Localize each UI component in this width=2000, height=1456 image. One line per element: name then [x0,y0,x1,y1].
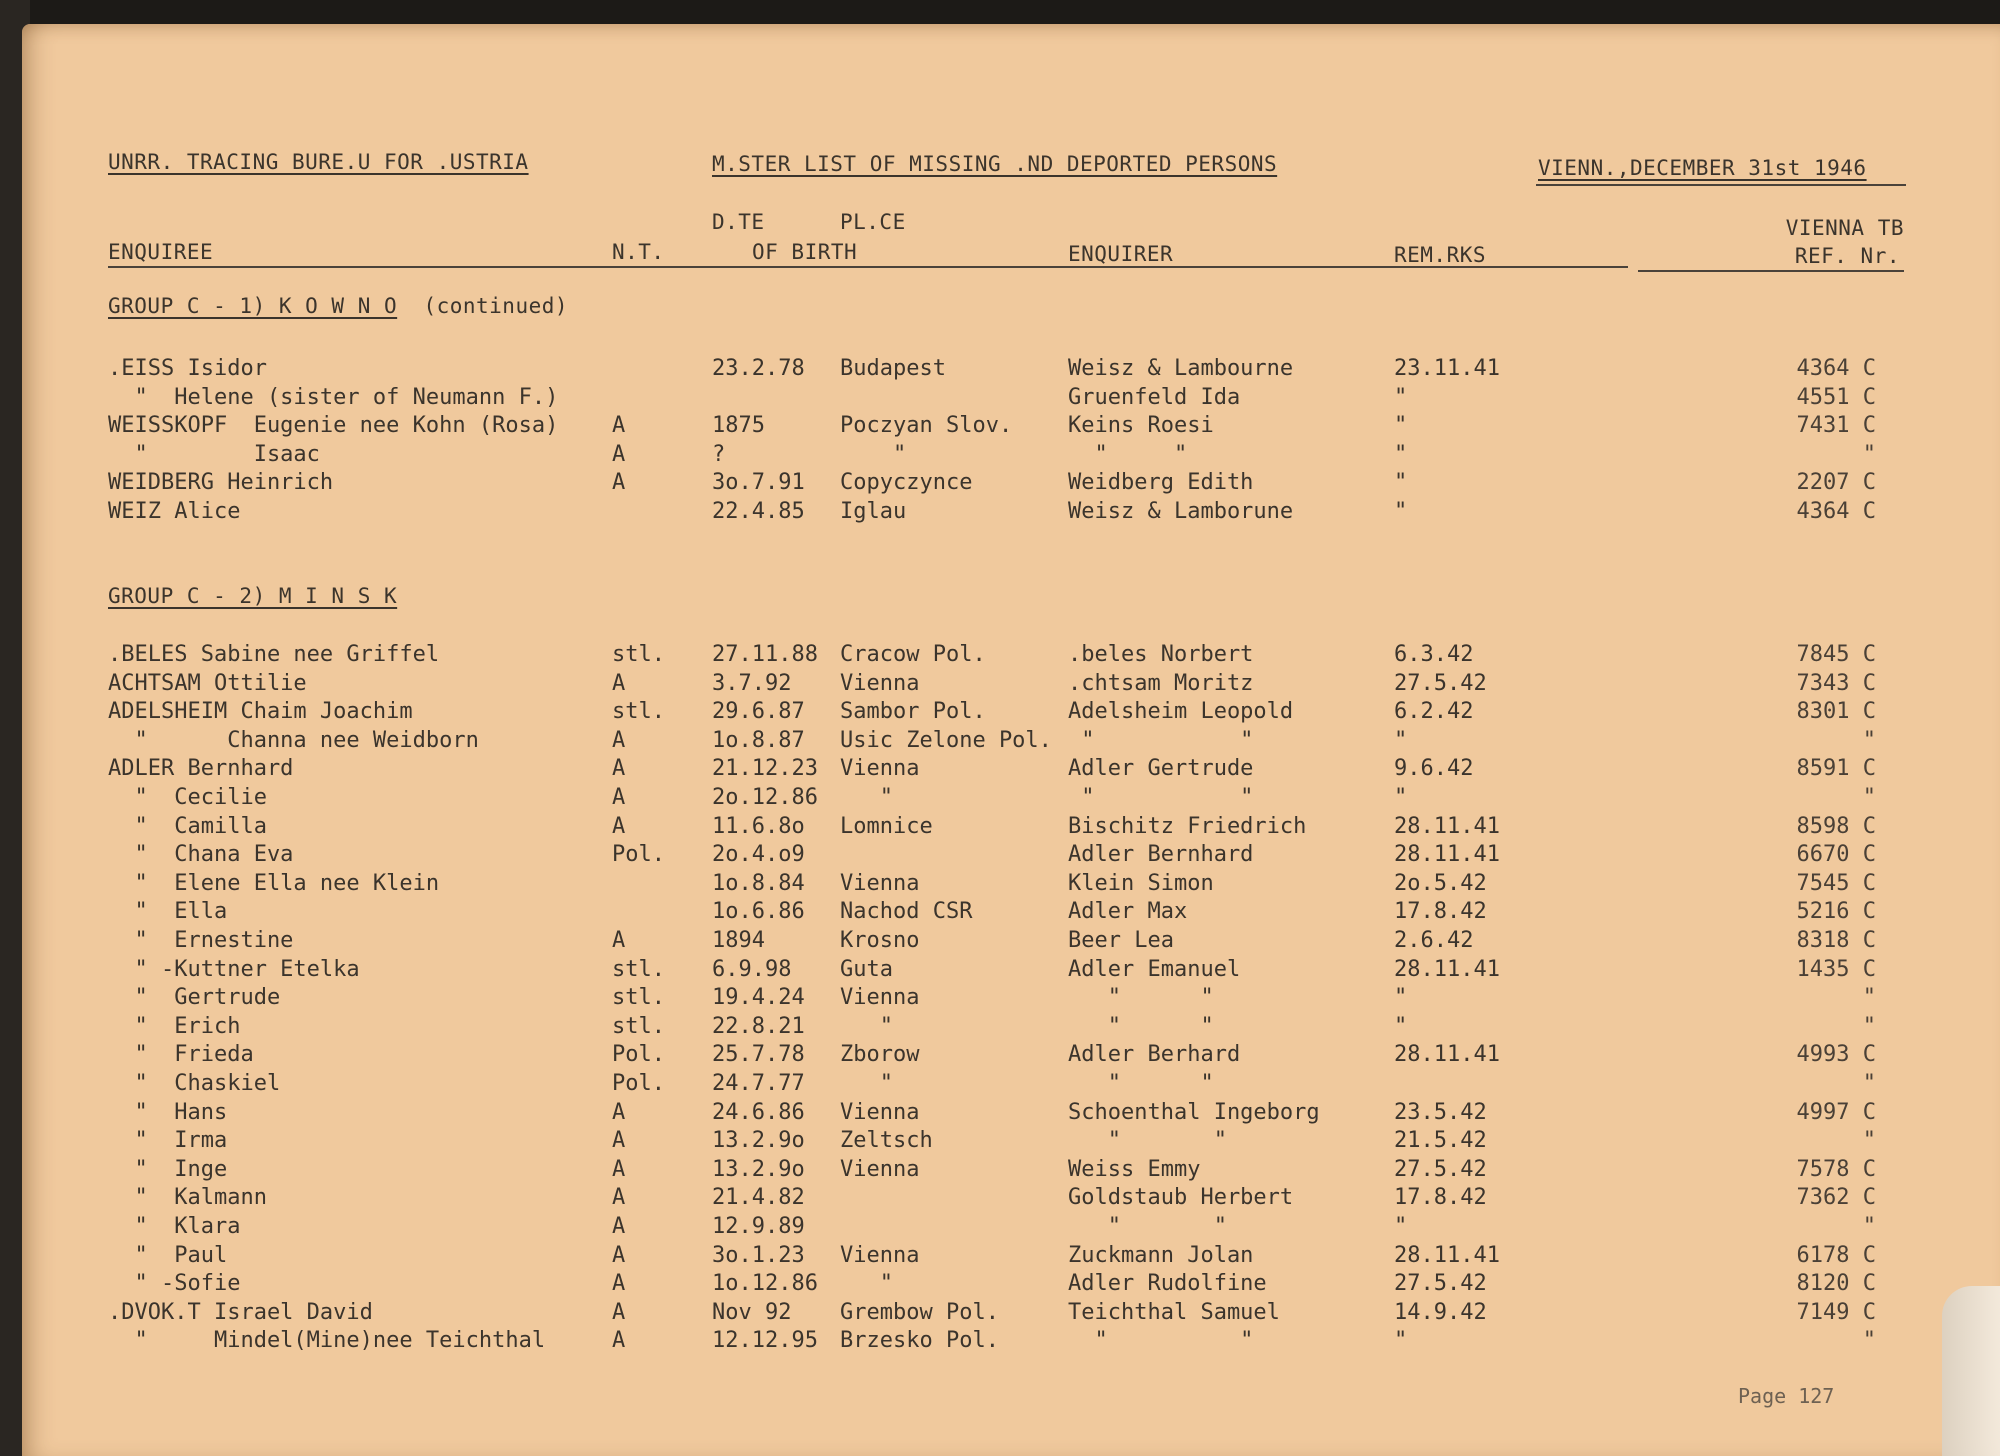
cell-nat: A [612,441,626,467]
cell-enquirer: Adler Berhard [1068,1042,1241,1068]
cell-name: WEIDBERG Heinrich [108,470,334,496]
cell-ref: 4997 C [1796,1099,1876,1125]
cell-name: " Inge [108,1156,228,1182]
cell-name: ACHTSAM Ottilie [108,670,307,696]
col-enquirer: ENQUIRER [1068,242,1174,266]
cell-ref: " [1862,441,1876,467]
cell-remarks: " [1394,384,1408,410]
cell-remarks: 28.11.41 [1394,842,1500,868]
cell-remarks: 23.11.41 [1394,356,1500,381]
cell-place: Grembow Pol. [840,1299,999,1325]
cell-place: Copyczynce [840,470,973,496]
cell-name: " Chaskiel [108,1071,281,1096]
cell-date: 1875 [712,413,765,439]
cell-nat: A [612,1099,626,1125]
cell-date: 25.7.78 [712,1042,805,1068]
cell-nat: A [612,785,626,810]
cell-enquirer: Adler Gertrude [1068,756,1254,782]
cell-ref: " [1862,1328,1876,1354]
cell-name: " -Kuttner Etelka [108,956,360,982]
cell-name: WEISSKOPF Eugenie nee Kohn (Rosa) [108,413,559,439]
cell-date: 22.8.21 [712,1013,805,1039]
cell-date: 1o.8.84 [712,870,805,896]
cell-ref: 7362 C [1796,1185,1876,1211]
cell-place: Vienna [840,1099,920,1125]
cell-ref: 4993 C [1796,1042,1876,1068]
list-title: M.STER LIST OF MISSING .ND DEPORTED PERSONS [712,152,1278,176]
cell-date: 1o.12.86 [712,1271,818,1297]
cell-nat: A [612,1128,626,1154]
cell-place: Vienna [840,1242,920,1268]
cell-name: " Hans [108,1099,228,1125]
cell-remarks: " [1394,727,1408,753]
cell-enquirer: Weisz & Lamborune [1068,499,1294,524]
cell-date: 21.12.23 [712,756,818,782]
cell-date: 29.6.87 [712,699,805,725]
cell-ref: " [1862,1214,1876,1239]
cell-enquirer: Teichthal Samuel [1068,1299,1280,1325]
cell-remarks: 28.11.41 [1394,813,1500,839]
cell-name: " Chana Eva [108,842,294,868]
cell-nat: Pol. [612,842,665,868]
cell-date: ? [712,441,726,467]
cell-enquirer: " " [1068,785,1254,810]
cell-name: " Irma [108,1128,228,1154]
cell-date: Nov 92 [712,1299,792,1325]
cell-remarks: " [1394,1013,1408,1039]
cell-remarks: 27.5.42 [1394,1271,1487,1297]
cell-nat: A [612,727,626,753]
cell-ref: " [1862,1071,1876,1096]
cell-enquirer: " " [1068,1013,1214,1039]
cell-enquirer: Zuckmann Jolan [1068,1242,1254,1268]
cell-name: " Ella [108,899,228,925]
cell-name: " Isaac [108,441,320,467]
cell-remarks: 2.6.42 [1394,928,1474,953]
cell-ref: 2207 C [1796,470,1876,496]
cell-place: Vienna [840,670,920,696]
cell-name: .EISS Isidor [108,356,267,381]
cell-ref: 7578 C [1796,1156,1876,1182]
cell-ref: 4364 C [1796,356,1876,381]
cell-enquirer: Adler Rudolfine [1068,1271,1267,1297]
col-place-top: PL.CE [840,210,906,234]
cell-date: 1o.8.87 [712,727,805,753]
cell-enquirer: .chtsam Moritz [1068,670,1254,696]
cell-nat: A [612,1242,626,1268]
cell-place: Lomnice [840,813,933,839]
cell-enquirer: .beles Norbert [1068,642,1254,667]
cell-name: " Frieda [108,1042,254,1068]
cell-date: 2o.12.86 [712,785,818,810]
cell-date: 11.6.8o [712,813,805,839]
col-date-top: D.TE [712,210,765,234]
cell-ref: 8318 C [1796,928,1876,953]
cell-ref: 7545 C [1796,870,1876,896]
cell-place: Poczyan Slov. [840,413,1013,439]
column-header-rule-ref [1638,270,1904,272]
cell-remarks: " [1394,441,1408,467]
cell-enquirer: " " [1068,1128,1227,1154]
cell-place: Krosno [840,928,920,953]
cell-date: 19.4.24 [712,985,805,1011]
page-number: Page 127 [1738,1384,1835,1408]
cell-remarks: 28.11.41 [1394,1042,1500,1068]
col-remarks: REM.RKS [1394,243,1487,267]
cell-enquirer: " " [1068,1328,1254,1354]
cell-nat: A [612,1271,626,1297]
cell-nat: stl. [612,985,665,1011]
cell-date: 1o.6.86 [712,899,805,925]
cell-date: 3.7.92 [712,670,792,696]
cell-date: 6.9.98 [712,956,792,982]
cell-name: " Klara [108,1214,241,1239]
cell-remarks: 21.5.42 [1394,1128,1487,1154]
cell-nat: A [612,813,626,839]
cell-ref: 8120 C [1796,1271,1876,1297]
cell-remarks: 17.8.42 [1394,899,1487,925]
cell-place: Cracow Pol. [840,642,986,667]
cell-ref: 8591 C [1796,756,1876,782]
cell-date: 23.2.78 [712,356,805,381]
cell-place: Vienna [840,985,920,1011]
place-date: VIENN.,DECEMBER 31st 1946 [1538,156,1867,180]
cell-nat: A [612,670,626,696]
cell-place: Iglau [840,499,907,524]
cell-enquirer: " " [1068,1214,1227,1239]
cell-date: 3o.1.23 [712,1242,805,1268]
cell-name: " Mindel(Mine)nee Teichthal [108,1328,546,1354]
cell-enquirer: " " [1068,727,1254,753]
cell-enquirer: Gruenfeld Ida [1068,384,1241,410]
cell-remarks: 17.8.42 [1394,1185,1487,1211]
cell-remarks: 14.9.42 [1394,1299,1487,1325]
cell-place: " [840,1071,893,1096]
cell-nat: stl. [612,642,665,667]
cell-enquirer: " " [1068,985,1214,1011]
cell-name: .DVOK.T Israel David [108,1299,373,1325]
cell-place: Budapest [840,356,946,381]
cell-enquirer: Weiss Emmy [1068,1156,1201,1182]
cell-nat: A [612,1185,626,1211]
cell-remarks: 27.5.42 [1394,1156,1487,1182]
cell-ref: 4364 C [1796,499,1876,524]
cell-remarks: 6.2.42 [1394,699,1474,725]
cell-nat: A [612,1299,626,1325]
cell-ref: 7431 C [1796,413,1876,439]
cell-ref: 5216 C [1796,899,1876,925]
cell-name: " Ernestine [108,928,294,953]
cell-name: " -Sofie [108,1271,241,1297]
cell-name: " Cecilie [108,785,267,810]
cell-remarks: 2o.5.42 [1394,870,1487,896]
cell-ref: 8301 C [1796,699,1876,725]
cell-enquirer: Weisz & Lambourne [1068,356,1294,381]
cell-remarks: " [1394,470,1408,496]
cell-date: 13.2.9o [712,1156,805,1182]
cell-ref: 1435 C [1796,956,1876,982]
cell-remarks: " [1394,1328,1408,1354]
cell-ref: 7149 C [1796,1299,1876,1325]
cell-date: 27.11.88 [712,642,818,667]
col-of-birth: OF BIRTH [752,240,858,264]
cell-name: " Erich [108,1013,241,1039]
group-title-minsk: GROUP C - 2) M I N S K [108,584,398,608]
cell-nat: A [612,470,626,496]
cell-place: Sambor Pol. [840,699,986,725]
cell-place: " [840,1271,893,1297]
cell-date: 2o.4.o9 [712,842,805,868]
bureau-title: UNRR. TRACING BURE.U FOR .USTRIA [108,150,529,174]
cell-remarks: " [1394,985,1408,1011]
cell-remarks: " [1394,499,1408,524]
cell-date: 21.4.82 [712,1185,805,1211]
cell-enquirer: Schoenthal Ingeborg [1068,1099,1320,1125]
cell-place: " [840,1013,893,1039]
page-holder [1942,1286,2000,1456]
cell-place: Vienna [840,870,920,896]
cell-date: 1894 [712,928,765,953]
cell-date: 12.9.89 [712,1214,805,1239]
cell-enquirer: Goldstaub Herbert [1068,1185,1294,1211]
cell-place: Usic Zelone Pol. [840,727,1052,753]
cell-remarks: 28.11.41 [1394,956,1500,982]
cell-name: " Elene Ella nee Klein [108,870,440,896]
cell-ref: 7343 C [1796,670,1876,696]
cell-name: ADLER Bernhard [108,756,294,782]
header-underline [1536,184,1906,186]
cell-name: ADELSHEIM Chaim Joachim [108,699,413,725]
cell-date: 12.12.95 [712,1328,818,1354]
cell-enquirer: " " [1068,441,1188,467]
group-title-kowno: GROUP C - 1) K O W N O (continued) [108,294,569,318]
cell-date: 22.4.85 [712,499,805,524]
col-ref-bottom: REF. Nr. [1794,244,1900,268]
cell-remarks: " [1394,413,1408,439]
cell-enquirer: Adler Emanuel [1068,956,1241,982]
cell-place: Guta [840,956,893,982]
cell-ref: 8598 C [1796,813,1876,839]
col-ref-top: VIENNA TB [1785,216,1904,240]
cell-remarks: 23.5.42 [1394,1099,1487,1125]
cell-enquirer: Beer Lea [1068,928,1174,953]
cell-ref: 7845 C [1796,642,1876,667]
cell-nat: Pol. [612,1042,665,1068]
cell-name: " Kalmann [108,1185,267,1211]
cell-ref: " [1862,1013,1876,1039]
cell-remarks: " [1394,1214,1408,1239]
cell-nat: A [612,413,626,439]
cell-enquirer: Adelsheim Leopold [1068,699,1294,725]
cell-ref: 4551 C [1796,384,1876,410]
cell-remarks: 27.5.42 [1394,670,1487,696]
cell-date: 3o.7.91 [712,470,805,496]
cell-place: Vienna [840,1156,920,1182]
cell-place: Nachod CSR [840,899,973,925]
cell-place: " [840,441,907,467]
cell-place: Zeltsch [840,1128,933,1154]
cell-enquirer: Adler Max [1068,899,1188,925]
column-header-rule [108,266,1628,268]
cell-remarks: " [1394,785,1408,810]
cell-date: 24.6.86 [712,1099,805,1125]
cell-ref: " [1862,985,1876,1011]
col-enquiree: ENQUIREE [108,240,214,264]
cell-place: Brzesko Pol. [840,1328,999,1354]
cell-remarks: 9.6.42 [1394,756,1474,782]
cell-enquirer: Klein Simon [1068,870,1214,896]
cell-ref: 6670 C [1796,842,1876,868]
cell-name: " Camilla [108,813,267,839]
cell-ref: " [1862,727,1876,753]
cell-enquirer: Adler Bernhard [1068,842,1254,868]
cell-place: Vienna [840,756,920,782]
cell-ref: " [1862,785,1876,810]
cell-nat: stl. [612,699,665,725]
cell-name: " Channa nee Weidborn [108,727,479,753]
cell-name: " Helene (sister of Neumann F.) [108,384,559,410]
cell-remarks: 28.11.41 [1394,1242,1500,1268]
cell-name: .BELES Sabine nee Griffel [108,642,440,667]
cell-nat: A [612,1214,626,1239]
cell-name: WEIZ Alice [108,499,241,524]
cell-date: 13.2.9o [712,1128,805,1154]
cell-nat: A [612,1156,626,1182]
cell-nat: A [612,756,626,782]
cell-date: 24.7.77 [712,1071,805,1096]
cell-nat: A [612,928,626,953]
cell-nat: A [612,1328,626,1354]
cell-enquirer: " " [1068,1071,1214,1096]
cell-nat: stl. [612,956,665,982]
cell-name: " Gertrude [108,985,281,1011]
col-nat: N.T. [612,240,665,264]
cell-remarks: 6.3.42 [1394,642,1474,667]
cell-nat: Pol. [612,1071,665,1096]
cell-enquirer: Keins Roesi [1068,413,1214,439]
cell-place: " [840,785,893,810]
cell-nat: stl. [612,1013,665,1039]
cell-enquirer: Weidberg Edith [1068,470,1254,496]
cell-enquirer: Bischitz Friedrich [1068,813,1307,839]
cell-ref: 6178 C [1796,1242,1876,1268]
cell-ref: " [1862,1128,1876,1154]
cell-name: " Paul [108,1242,228,1268]
cell-place: Zborow [840,1042,920,1068]
